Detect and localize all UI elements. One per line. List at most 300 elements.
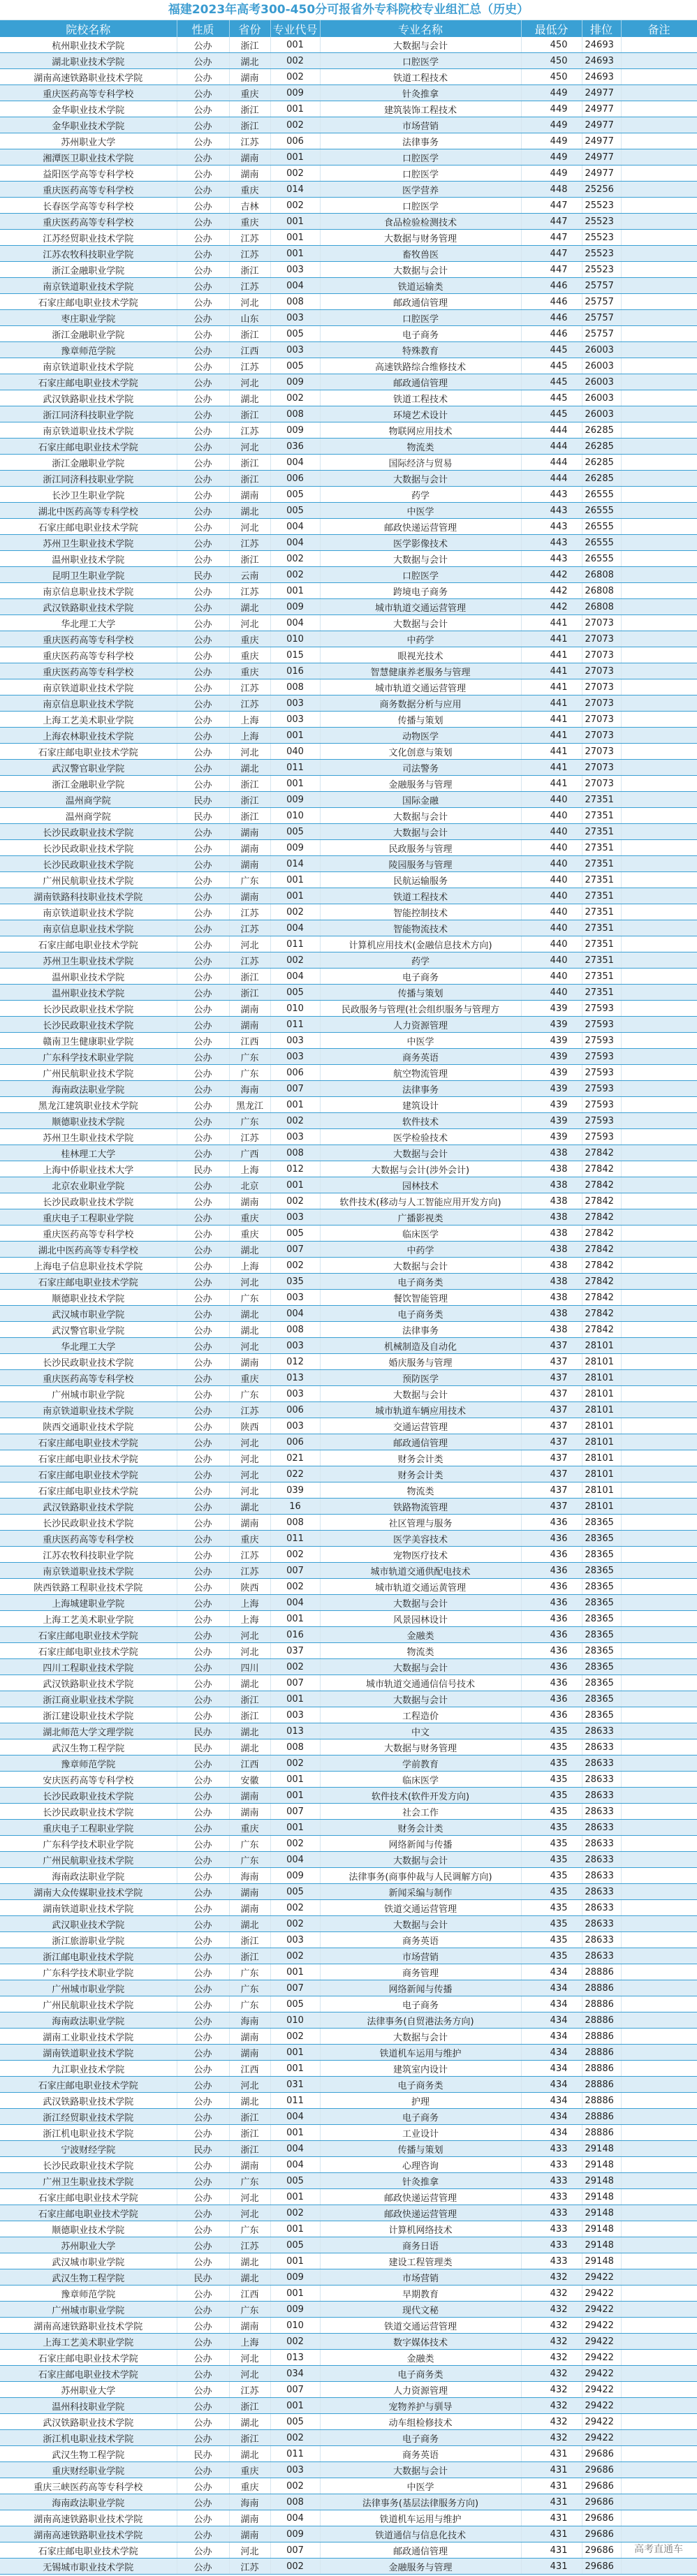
cell-major-name: 大数据与会计 [320, 471, 521, 487]
cell-min-score: 440 [521, 888, 582, 904]
cell-min-score: 445 [521, 342, 582, 358]
cell-min-score: 434 [521, 2109, 582, 2125]
cell-min-score: 447 [521, 262, 582, 278]
cell-province: 海南 [229, 1868, 270, 1884]
cell-notes [621, 2077, 697, 2093]
table-row [0, 615, 697, 631]
cell-rank: 28365 [582, 1659, 621, 1675]
cell-major-name: 风景园林设计 [320, 1611, 521, 1627]
cell-min-score: 447 [521, 198, 582, 214]
cell-province: 河北 [229, 2366, 270, 2382]
cell-major-code: 002 [270, 1659, 320, 1675]
table-row [0, 631, 697, 647]
cell-major-name: 大数据与会计 [320, 1258, 521, 1274]
cell-major-name: 电子商务 [320, 2109, 521, 2125]
cell-major-code: 001 [270, 2045, 320, 2061]
table-row [0, 1996, 697, 2012]
cell-rank: 29686 [582, 2462, 621, 2478]
cell-major-code: 006 [270, 1434, 320, 1450]
cell-type: 公办 [177, 1017, 229, 1033]
cell-notes [621, 2141, 697, 2157]
cell-rank: 29686 [582, 2478, 621, 2494]
cell-province: 浙江 [229, 551, 270, 567]
table-row [0, 439, 697, 455]
cell-province: 广东 [229, 1113, 270, 1129]
cell-major-name: 软件技术(软件开发方向) [320, 1788, 521, 1804]
cell-rank: 29422 [582, 2286, 621, 2302]
cell-notes [621, 1996, 697, 2012]
cell-rank: 28365 [582, 1611, 621, 1627]
cell-province: 浙江 [229, 117, 270, 133]
table-row [0, 1980, 697, 1996]
cell-notes [621, 117, 697, 133]
cell-province: 吉林 [229, 198, 270, 214]
cell-notes [621, 487, 697, 503]
cell-school: 湖北中医药高等专科学校 [0, 503, 177, 519]
cell-notes [621, 969, 697, 985]
cell-notes [621, 1418, 697, 1434]
cell-rank: 28365 [582, 1691, 621, 1707]
cell-province: 河北 [229, 1274, 270, 1290]
cell-school: 上海城建职业学院 [0, 1595, 177, 1611]
cell-rank: 27351 [582, 969, 621, 985]
cell-min-score: 435 [521, 1772, 582, 1788]
cell-type: 公办 [177, 1675, 229, 1691]
cell-rank: 27593 [582, 1033, 621, 1049]
cell-school: 广州卫生职业技术学院 [0, 2173, 177, 2189]
cell-type: 公办 [177, 1386, 229, 1402]
cell-major-code: 008 [270, 1145, 320, 1161]
cell-province: 浙江 [229, 1707, 270, 1723]
table-row [0, 1338, 697, 1354]
cell-rank: 27351 [582, 920, 621, 936]
cell-major-name: 城市轨道交通供配电技术 [320, 1563, 521, 1579]
cell-major-code: 001 [270, 583, 320, 599]
cell-min-score: 433 [521, 2237, 582, 2253]
cell-notes [621, 615, 697, 631]
cell-min-score: 434 [521, 2045, 582, 2061]
cell-type: 公办 [177, 2012, 229, 2029]
cell-major-name: 传播与策划 [320, 985, 521, 1001]
cell-rank: 29422 [582, 2366, 621, 2382]
cell-rank: 28101 [582, 1402, 621, 1418]
cell-type: 公办 [177, 1964, 229, 1980]
cell-min-score: 441 [521, 647, 582, 663]
cell-school: 武汉铁路职业技术学院 [0, 1499, 177, 1515]
cell-rank: 28633 [582, 1868, 621, 1884]
cell-rank: 27073 [582, 760, 621, 776]
table-row [0, 2205, 697, 2221]
cell-rank: 27593 [582, 1017, 621, 1033]
table-row [0, 1274, 697, 1290]
table-row [0, 808, 697, 824]
cell-major-code: 003 [270, 1386, 320, 1402]
table-row [0, 422, 697, 439]
cell-type: 民办 [177, 2269, 229, 2286]
cell-notes [621, 2414, 697, 2430]
cell-notes [621, 294, 697, 310]
cell-type: 公办 [177, 2093, 229, 2109]
cell-major-name: 跨境电子商务 [320, 583, 521, 599]
table-row [0, 1515, 697, 1531]
cell-major-name: 口腔医学 [320, 310, 521, 326]
cell-school: 重庆医药高等专科学校 [0, 631, 177, 647]
cell-min-score: 436 [521, 1627, 582, 1643]
cell-province: 江苏 [229, 2237, 270, 2253]
cell-min-score: 438 [521, 1193, 582, 1209]
cell-min-score: 446 [521, 326, 582, 342]
cell-province: 湖南 [229, 1804, 270, 1820]
cell-min-score: 439 [521, 1113, 582, 1129]
cell-min-score: 450 [521, 37, 582, 53]
cell-notes [621, 2012, 697, 2029]
cell-notes [621, 455, 697, 471]
cell-notes [621, 37, 697, 53]
table-row [0, 2125, 697, 2141]
cell-school: 湖北师范大学文理学院 [0, 1723, 177, 1739]
table-row [0, 567, 697, 583]
cell-major-name: 大数据与财务管理 [320, 1739, 521, 1756]
cell-notes [621, 374, 697, 390]
cell-notes [621, 1900, 697, 1916]
table-row [0, 1290, 697, 1306]
cell-major-name: 电子商务类 [320, 2366, 521, 2382]
cell-school: 武汉职业技术学院 [0, 1916, 177, 1932]
cell-notes [621, 599, 697, 615]
table-row [0, 2350, 697, 2366]
cell-major-code: 011 [270, 760, 320, 776]
cell-min-score: 433 [521, 2173, 582, 2189]
table-row [0, 1900, 697, 1916]
cell-major-name: 邮政通信管理 [320, 1434, 521, 1450]
cell-province: 湖南 [229, 2318, 270, 2334]
cell-type: 公办 [177, 2237, 229, 2253]
cell-notes [621, 149, 697, 165]
table-row [0, 2462, 697, 2478]
cell-min-score: 441 [521, 728, 582, 744]
cell-rank: 25757 [582, 326, 621, 342]
cell-school: 长沙民政职业技术学院 [0, 1354, 177, 1370]
cell-province: 江苏 [229, 1129, 270, 1145]
cell-type: 公办 [177, 2414, 229, 2430]
cell-major-code: 003 [270, 1707, 320, 1723]
cell-min-score: 439 [521, 1033, 582, 1049]
cell-province: 海南 [229, 2494, 270, 2510]
cell-major-name: 临床医学 [320, 1226, 521, 1242]
cell-min-score: 436 [521, 1659, 582, 1675]
cell-rank: 29422 [582, 2269, 621, 2286]
cell-rank: 29422 [582, 2318, 621, 2334]
cell-school: 温州科技职业学院 [0, 2398, 177, 2414]
cell-rank: 27593 [582, 1001, 621, 1017]
cell-notes [621, 679, 697, 695]
cell-type: 公办 [177, 551, 229, 567]
cell-major-code: 001 [270, 728, 320, 744]
cell-school: 长沙民政职业技术学院 [0, 1017, 177, 1033]
table-row [0, 149, 697, 165]
table-row [0, 1707, 697, 1723]
cell-min-score: 435 [521, 1932, 582, 1948]
cell-rank: 24977 [582, 85, 621, 101]
cell-province: 河北 [229, 2205, 270, 2221]
cell-min-score: 435 [521, 1756, 582, 1772]
cell-type: 公办 [177, 985, 229, 1001]
table-row [0, 728, 697, 744]
cell-notes [621, 695, 697, 712]
cell-province: 湖北 [229, 1739, 270, 1756]
cell-rank: 26808 [582, 599, 621, 615]
table-row [0, 342, 697, 358]
cell-major-code: 014 [270, 182, 320, 198]
cell-min-score: 443 [521, 487, 582, 503]
col-header-major-name: 专业名称 [320, 20, 521, 37]
cell-min-score: 436 [521, 1563, 582, 1579]
cell-school: 长沙民政职业技术学院 [0, 1515, 177, 1531]
cell-province: 广东 [229, 2173, 270, 2189]
cell-type: 公办 [177, 1659, 229, 1675]
cell-min-score: 443 [521, 503, 582, 519]
cell-notes [621, 1723, 697, 1739]
cell-rank: 24977 [582, 117, 621, 133]
cell-school: 南京信息职业技术学院 [0, 695, 177, 712]
cell-province: 重庆 [229, 647, 270, 663]
cell-school: 武汉生物工程学院 [0, 1739, 177, 1756]
cell-type: 公办 [177, 599, 229, 615]
cell-notes [621, 2109, 697, 2125]
cell-major-code: 010 [270, 2318, 320, 2334]
cell-rank: 27351 [582, 872, 621, 888]
cell-min-score: 444 [521, 439, 582, 455]
cell-major-code: 012 [270, 1161, 320, 1177]
cell-province: 上海 [229, 1595, 270, 1611]
cell-major-code: 002 [270, 198, 320, 214]
cell-type: 公办 [177, 246, 229, 262]
table-row [0, 1739, 697, 1756]
cell-notes [621, 85, 697, 101]
cell-province: 湖南 [229, 824, 270, 840]
cell-province: 江苏 [229, 1402, 270, 1418]
cell-school: 重庆三峡医药高等专科学校 [0, 2478, 177, 2494]
table-row [0, 2237, 697, 2253]
table-row [0, 390, 697, 406]
cell-province: 重庆 [229, 182, 270, 198]
cell-notes [621, 744, 697, 760]
cell-province: 河北 [229, 1338, 270, 1354]
table-row [0, 1370, 697, 1386]
cell-school: 长沙民政职业技术学院 [0, 1788, 177, 1804]
cell-province: 湖南 [229, 165, 270, 182]
cell-province: 广东 [229, 1964, 270, 1980]
cell-major-name: 中文 [320, 1723, 521, 1739]
cell-min-score: 432 [521, 2398, 582, 2414]
cell-major-name: 大数据与会计 [320, 1852, 521, 1868]
cell-notes [621, 1113, 697, 1129]
cell-province: 重庆 [229, 1209, 270, 1226]
cell-major-code: 001 [270, 1820, 320, 1836]
cell-major-code: 006 [270, 471, 320, 487]
cell-major-name: 广播影视类 [320, 1209, 521, 1226]
cell-min-score: 446 [521, 294, 582, 310]
cell-province: 重庆 [229, 2462, 270, 2478]
col-header-min-score: 最低分 [521, 20, 582, 37]
cell-province: 湖北 [229, 1723, 270, 1739]
cell-school: 武汉城市职业学院 [0, 2253, 177, 2269]
cell-min-score: 437 [521, 1354, 582, 1370]
cell-min-score: 440 [521, 872, 582, 888]
table-row [0, 1659, 697, 1675]
cell-rank: 29686 [582, 2446, 621, 2462]
table-row [0, 406, 697, 422]
cell-major-code: 004 [270, 1595, 320, 1611]
cell-rank: 28101 [582, 1450, 621, 1466]
cell-major-code: 014 [270, 856, 320, 872]
cell-rank: 28633 [582, 1788, 621, 1804]
cell-type: 公办 [177, 1290, 229, 1306]
cell-school: 华北理工大学 [0, 615, 177, 631]
cell-notes [621, 1161, 697, 1177]
cell-type: 公办 [177, 1916, 229, 1932]
cell-major-code: 008 [270, 1739, 320, 1756]
cell-major-name: 电子商务类 [320, 1274, 521, 1290]
cell-province: 湖南 [229, 1354, 270, 1370]
cell-major-code: 001 [270, 1772, 320, 1788]
cell-major-code: 002 [270, 1579, 320, 1595]
cell-school: 南京信息职业技术学院 [0, 583, 177, 599]
cell-major-name: 早期教育 [320, 2286, 521, 2302]
cell-rank: 28101 [582, 1418, 621, 1434]
cell-min-score: 437 [521, 1370, 582, 1386]
cell-rank: 29148 [582, 2157, 621, 2173]
cell-major-name: 市场营销 [320, 117, 521, 133]
cell-notes [621, 1756, 697, 1772]
cell-min-score: 431 [521, 2462, 582, 2478]
cell-notes [621, 101, 697, 117]
cell-type: 公办 [177, 1579, 229, 1595]
cell-province: 江苏 [229, 679, 270, 695]
cell-min-score: 445 [521, 358, 582, 374]
cell-province: 河北 [229, 744, 270, 760]
cell-notes [621, 535, 697, 551]
cell-school: 南京铁道职业技术学院 [0, 422, 177, 439]
cell-min-score: 449 [521, 133, 582, 149]
cell-school: 石家庄邮电职业技术学院 [0, 2350, 177, 2366]
cell-major-code: 005 [270, 326, 320, 342]
cell-major-name: 陵园服务与管理 [320, 856, 521, 872]
cell-major-code: 039 [270, 1482, 320, 1499]
table-row [0, 760, 697, 776]
table-row [0, 583, 697, 599]
cell-min-score: 441 [521, 663, 582, 679]
cell-major-code: 001 [270, 214, 320, 230]
cell-min-score: 443 [521, 519, 582, 535]
cell-type: 公办 [177, 1563, 229, 1579]
cell-school: 广州民航职业技术学院 [0, 1996, 177, 2012]
cell-rank: 27073 [582, 679, 621, 695]
cell-rank: 27842 [582, 1193, 621, 1209]
cell-province: 河北 [229, 1482, 270, 1499]
cell-school: 南京信息职业技术学院 [0, 920, 177, 936]
cell-province: 江苏 [229, 904, 270, 920]
cell-school: 长沙民政职业技术学院 [0, 824, 177, 840]
table-row [0, 278, 697, 294]
cell-rank: 29148 [582, 2205, 621, 2221]
watermark: 高考直通车 [634, 2544, 683, 2555]
cell-province: 浙江 [229, 326, 270, 342]
table-row [0, 246, 697, 262]
cell-major-name: 邮政通信管理 [320, 374, 521, 390]
cell-school: 海南政法职业学院 [0, 2012, 177, 2029]
cell-major-name: 电子商务 [320, 1996, 521, 2012]
cell-notes [621, 2526, 697, 2542]
cell-rank: 26555 [582, 551, 621, 567]
cell-province: 湖南 [229, 2045, 270, 2061]
cell-type: 公办 [177, 1980, 229, 1996]
cell-school: 温州职业技术学院 [0, 985, 177, 1001]
cell-min-score: 438 [521, 1226, 582, 1242]
cell-notes [621, 246, 697, 262]
cell-min-score: 450 [521, 69, 582, 85]
table-row [0, 551, 697, 567]
cell-type: 公办 [177, 1338, 229, 1354]
cell-major-name: 智慧健康养老服务与管理 [320, 663, 521, 679]
cell-major-name: 人力资源管理 [320, 2382, 521, 2398]
table-row [0, 2494, 697, 2510]
cell-province: 湖北 [229, 2446, 270, 2462]
cell-min-score: 447 [521, 246, 582, 262]
cell-school: 南京铁道职业技术学院 [0, 904, 177, 920]
cell-min-score: 438 [521, 1145, 582, 1161]
cell-major-name: 宠物医疗技术 [320, 1547, 521, 1563]
cell-major-code: 037 [270, 1643, 320, 1659]
table-header [0, 20, 697, 37]
cell-major-code: 008 [270, 2494, 320, 2510]
cell-major-code: 004 [270, 2141, 320, 2157]
cell-type: 公办 [177, 1643, 229, 1659]
cell-type: 民办 [177, 2141, 229, 2157]
cell-rank: 26285 [582, 471, 621, 487]
cell-province: 重庆 [229, 631, 270, 647]
cell-province: 浙江 [229, 2141, 270, 2157]
cell-school: 上海电子信息职业技术学院 [0, 1258, 177, 1274]
cell-type: 公办 [177, 1482, 229, 1499]
cell-major-name: 邮政快递运营管理 [320, 2189, 521, 2205]
cell-major-name: 司法警务 [320, 760, 521, 776]
cell-rank: 28633 [582, 1804, 621, 1820]
cell-rank: 29422 [582, 2350, 621, 2366]
cell-major-code: 004 [270, 920, 320, 936]
cell-rank: 28101 [582, 1370, 621, 1386]
cell-notes [621, 2478, 697, 2494]
cell-major-code: 008 [270, 679, 320, 695]
cell-type: 公办 [177, 2125, 229, 2141]
cell-major-code: 001 [270, 2125, 320, 2141]
cell-major-code: 006 [270, 133, 320, 149]
cell-major-code: 001 [270, 37, 320, 53]
cell-type: 公办 [177, 1193, 229, 1209]
cell-type: 公办 [177, 133, 229, 149]
cell-school: 石家庄邮电职业技术学院 [0, 744, 177, 760]
cell-province: 浙江 [229, 37, 270, 53]
cell-major-name: 商务日语 [320, 2237, 521, 2253]
cell-type: 公办 [177, 969, 229, 985]
cell-type: 公办 [177, 2398, 229, 2414]
cell-rank: 27593 [582, 1129, 621, 1145]
cell-min-score: 437 [521, 1482, 582, 1499]
table-row [0, 1450, 697, 1466]
cell-rank: 27351 [582, 792, 621, 808]
cell-major-name: 金融服务与管理 [320, 776, 521, 792]
cell-notes [621, 1595, 697, 1611]
